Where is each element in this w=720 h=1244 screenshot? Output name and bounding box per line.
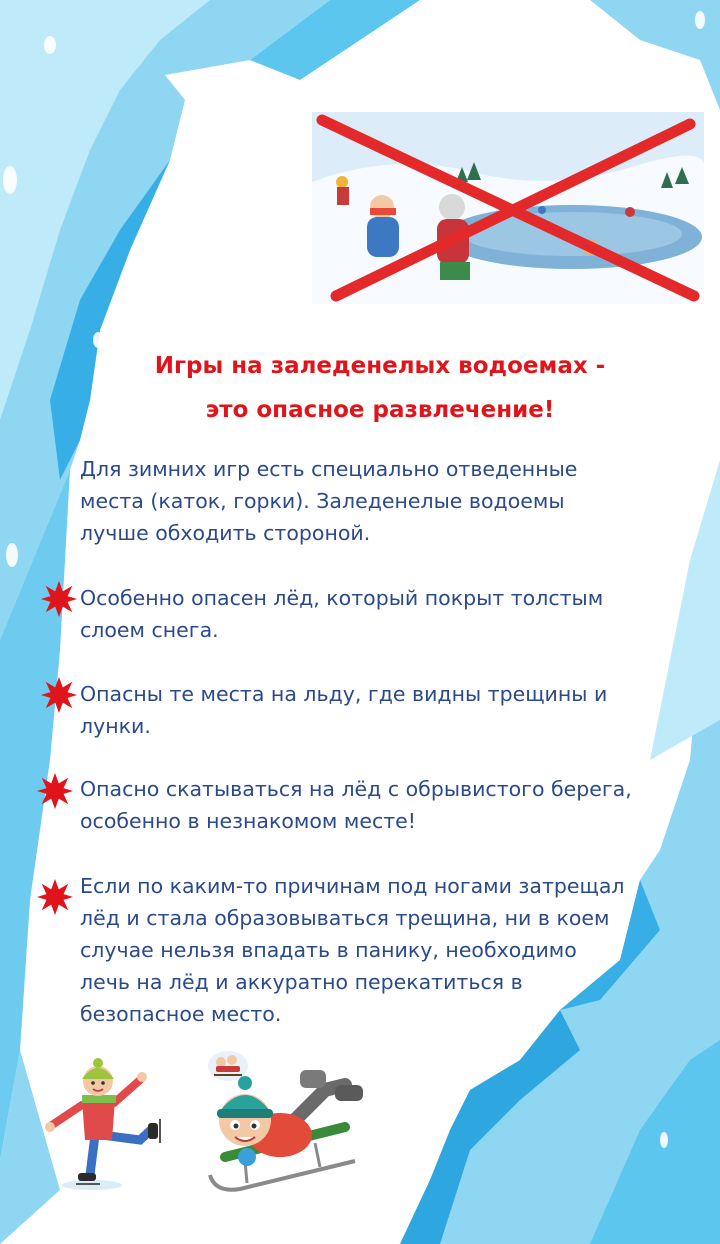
warning-line: особенно в незнакомом месте!: [80, 809, 416, 833]
intro-line: места (каток, горки). Заледенелые водоемы: [80, 489, 565, 513]
red-burst-icon: [36, 772, 74, 810]
skating-child-icon: [40, 1055, 175, 1195]
title-line-1: Игры на заледенелых водоемах -: [154, 353, 606, 379]
warning-line: лечь на лёд и аккуратно перекатиться в: [80, 970, 523, 994]
warning-line: безопасное место.: [80, 1002, 282, 1026]
page-title: [40, 344, 720, 432]
warning-line: Опасны те места на льду, где видны трещины и: [80, 682, 608, 706]
warning-line: лунки.: [80, 714, 151, 738]
warning-item: [80, 582, 670, 646]
warning-item: [80, 870, 670, 1030]
warning-line: слоем снега.: [80, 618, 219, 642]
red-burst-icon: [40, 676, 78, 714]
warning-item: [80, 773, 670, 837]
title-line-2: это опасное развлечение!: [205, 397, 555, 423]
warning-line: лёд и стала образовываться трещина, ни в коем: [80, 906, 610, 930]
warning-line: Опасно скатываться на лёд с обрывистого берега,: [80, 777, 632, 801]
warning-line: Особенно опасен лёд, который покрыт толстым: [80, 586, 604, 610]
warning-line: случае нельзя впадать в панику, необходимо: [80, 938, 577, 962]
red-burst-icon: [40, 580, 78, 618]
warning-item: [80, 678, 670, 742]
child-on-sled-icon: [205, 1065, 375, 1200]
intro-line: лучше обходить стороной.: [80, 521, 371, 545]
intro-paragraph: [80, 453, 670, 549]
warning-line: Если по каким-то причинам под ногами затрещал: [80, 874, 625, 898]
intro-line: Для зимних игр есть специально отведенные: [80, 457, 578, 481]
children-playing-on-frozen-pond-crossed-out: [312, 112, 704, 304]
red-burst-icon: [36, 878, 74, 916]
